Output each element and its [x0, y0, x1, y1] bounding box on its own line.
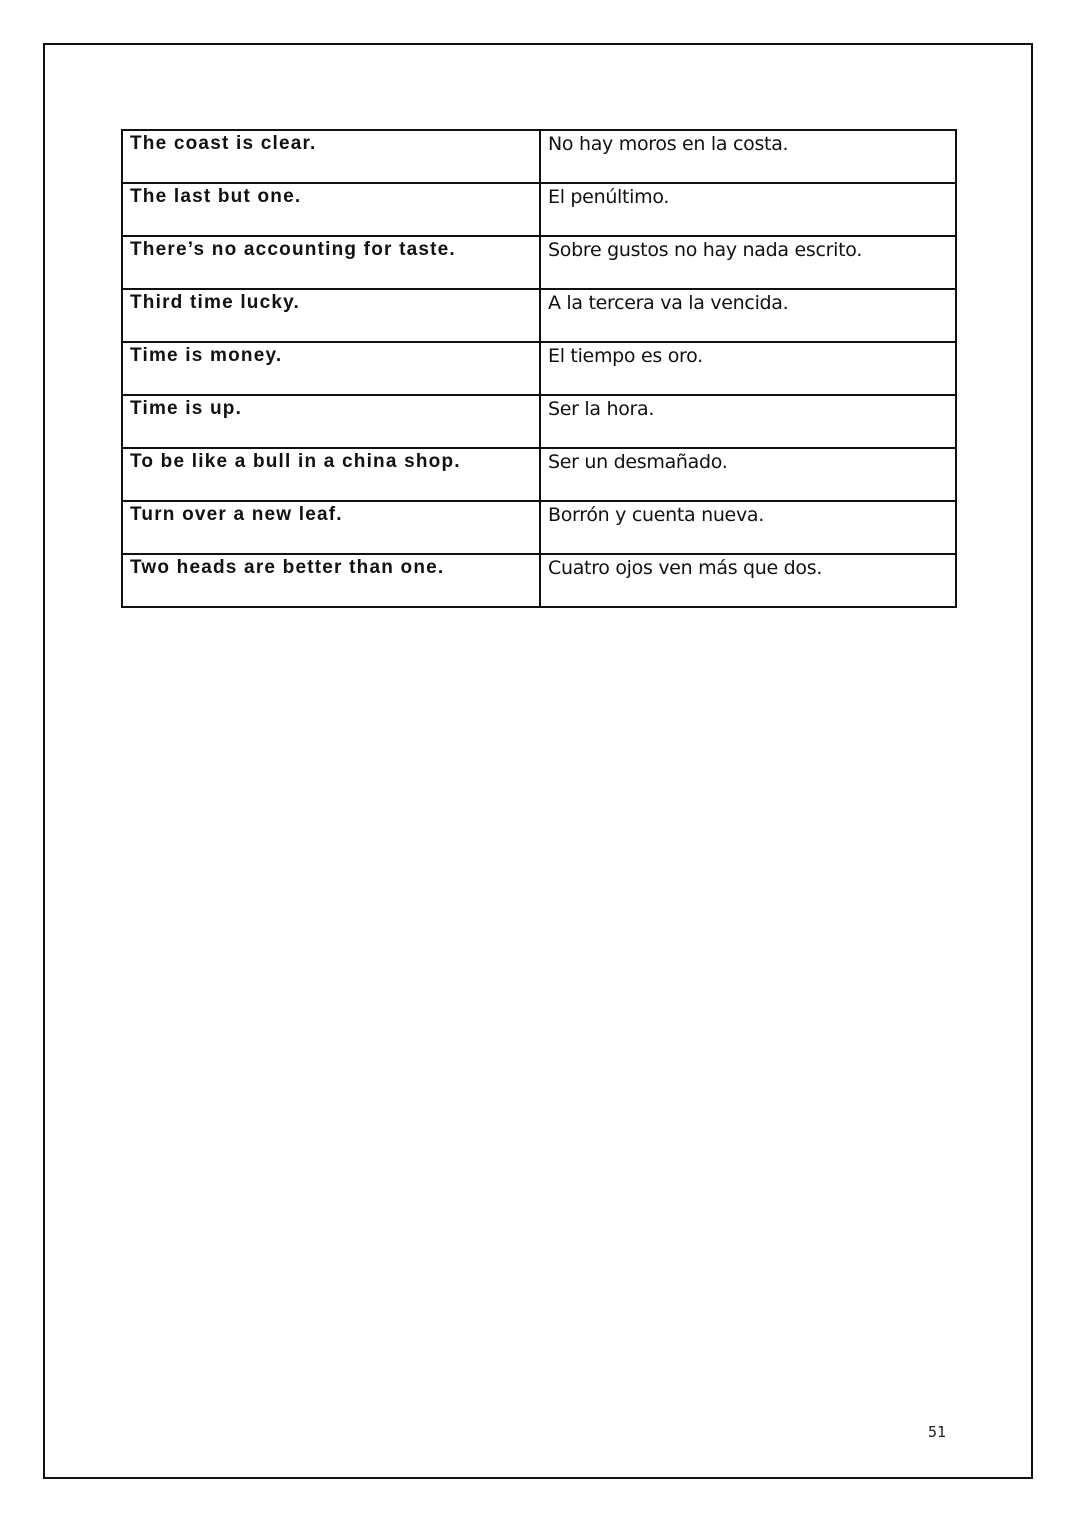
table-row	[122, 183, 956, 236]
english-idiom: The last but one.	[122, 183, 540, 236]
spanish-translation: Ser un desmañado.	[540, 448, 956, 501]
english-idiom: There’s no accounting for taste.	[122, 236, 540, 289]
spanish-translation: El penúltimo.	[540, 183, 956, 236]
spanish-translation: Sobre gustos no hay nada escrito.	[540, 236, 956, 289]
english-idiom: Time is up.	[122, 395, 540, 448]
table-row	[122, 236, 956, 289]
spanish-translation: No hay moros en la costa.	[540, 130, 956, 183]
spanish-translation: Cuatro ojos ven más que dos.	[540, 554, 956, 607]
table-row	[122, 501, 956, 554]
table-row	[122, 130, 956, 183]
english-idiom: To be like a bull in a china shop.	[122, 448, 540, 501]
spanish-translation: Borrón y cuenta nueva.	[540, 501, 956, 554]
idioms-table	[121, 129, 957, 608]
english-idiom: Turn over a new leaf.	[122, 501, 540, 554]
table-row	[122, 289, 956, 342]
table-row	[122, 554, 956, 607]
page-number: 51	[928, 1423, 947, 1441]
table-row	[122, 395, 956, 448]
spanish-translation: A la tercera va la vencida.	[540, 289, 956, 342]
english-idiom: Time is money.	[122, 342, 540, 395]
table-row	[122, 342, 956, 395]
english-idiom: The coast is clear.	[122, 130, 540, 183]
english-idiom: Two heads are better than one.	[122, 554, 540, 607]
spanish-translation: El tiempo es oro.	[540, 342, 956, 395]
table-row	[122, 448, 956, 501]
spanish-translation: Ser la hora.	[540, 395, 956, 448]
english-idiom: Third time lucky.	[122, 289, 540, 342]
